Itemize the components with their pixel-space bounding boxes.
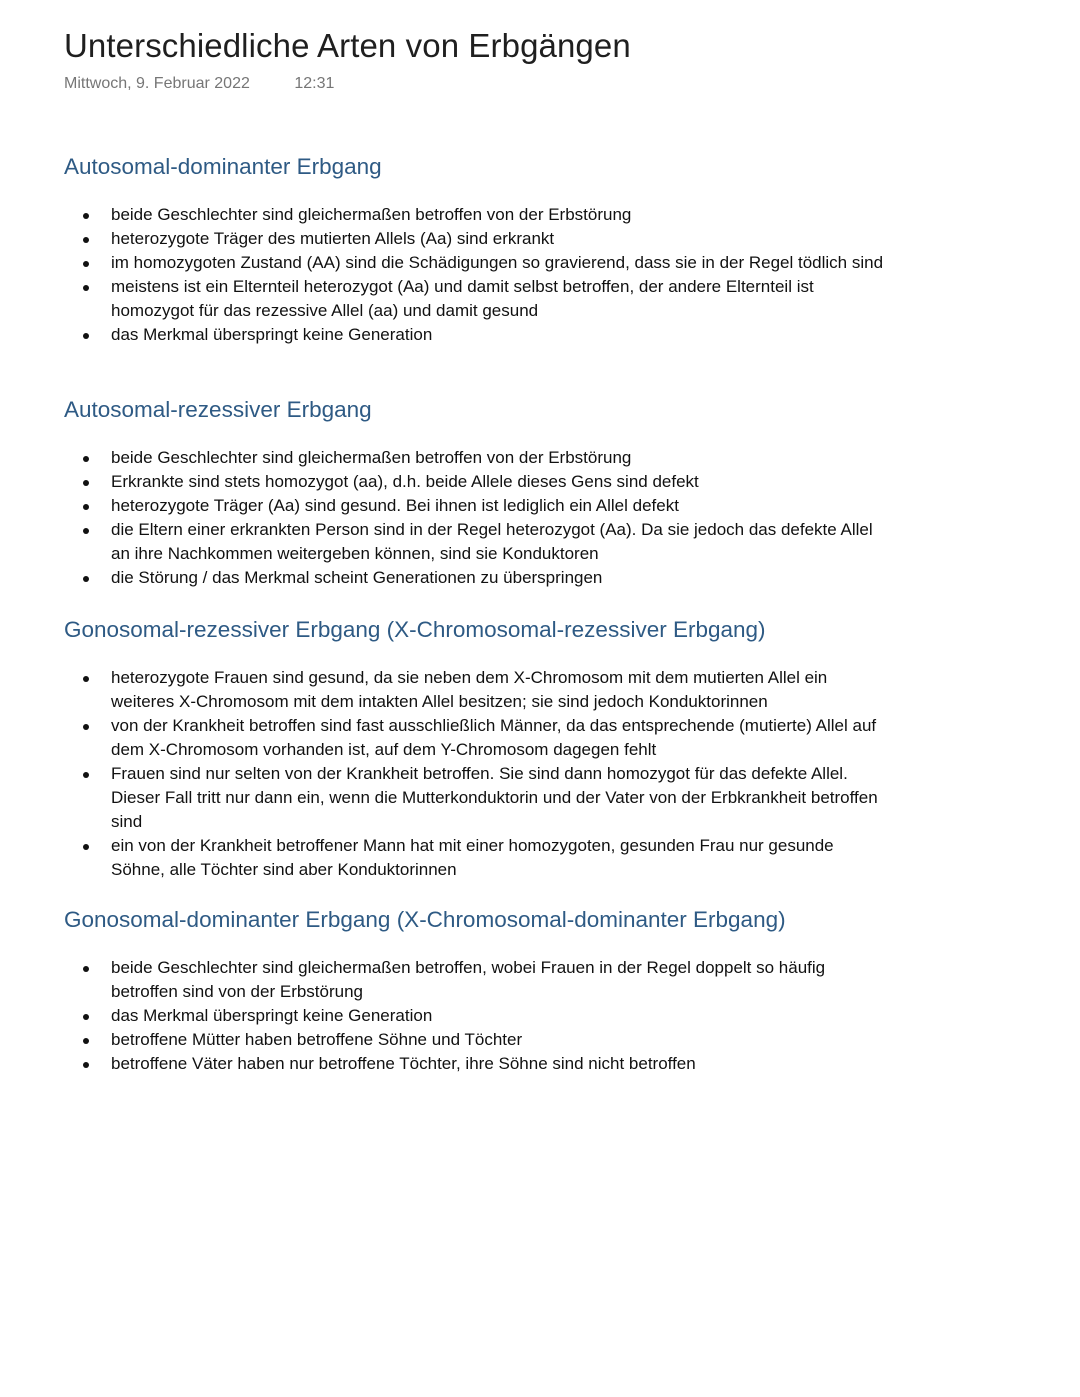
list-item xyxy=(64,470,884,494)
list-item-text: meistens ist ein Elternteil heterozygot (Aa) und damit selbst betroffen, der andere Elternteil ist homozygot für das rezessive Allel (aa) und damit gesund xyxy=(111,277,814,320)
list-item xyxy=(64,566,884,590)
bullet-icon xyxy=(83,724,89,730)
page-date: Mittwoch, 9. Februar 2022 xyxy=(64,75,250,92)
bullet-icon xyxy=(83,261,89,267)
list-item-text: im homozygoten Zustand (AA) sind die Schädigungen so gravierend, dass sie in der Regel tödlich sind xyxy=(111,253,884,272)
list-item xyxy=(64,275,884,323)
list-item-text: betroffene Väter haben nur betroffene Töchter, ihre Söhne sind nicht betroffen xyxy=(111,1054,696,1073)
list-item-text: von der Krankheit betroffen sind fast ausschließlich Männer, da das entsprechende (mutierte) Allel auf dem X-Chromosom vorhanden ist, auf dem Y-Chromosom dagegen fehlt xyxy=(111,716,877,759)
section-autosomal-dominant xyxy=(64,152,884,347)
list-item-text: Frauen sind nur selten von der Krankheit betroffen. Sie sind dann homozygot für das defekte Allel. Dieser Fall tritt nur dann ein, wenn die Mutterkonduktorin und der Vater von der Erbkrankheit betroffen sind xyxy=(111,764,878,831)
list-item xyxy=(64,446,884,470)
list-item xyxy=(64,1028,884,1052)
bullet-icon xyxy=(83,676,89,682)
bullet-icon xyxy=(83,1014,89,1020)
list-item xyxy=(64,323,884,347)
list-item-text: das Merkmal überspringt keine Generation xyxy=(111,1006,433,1025)
list-item xyxy=(64,834,884,882)
list-item-text: heterozygote Frauen sind gesund, da sie neben dem X-Chromosom mit dem mutierten Allel ein weiteres X-Chromosom mit dem intakten Allel besitzen; sie sind jedoch Konduktorinnen xyxy=(111,668,828,711)
list-item-text: betroffene Mütter haben betroffene Söhne und Töchter xyxy=(111,1030,523,1049)
list-item-text: ein von der Krankheit betroffener Mann hat mit einer homozygoten, gesunden Frau nur gesunde Söhne, alle Töchter sind aber Konduktorinnen xyxy=(111,836,834,879)
section-autosomal-recessive xyxy=(64,395,884,590)
list-item-text: beide Geschlechter sind gleichermaßen betroffen, wobei Frauen in der Regel doppelt so häufig betroffen sind von der Erbstörung xyxy=(111,958,826,1001)
list-item xyxy=(64,518,884,566)
bullet-icon xyxy=(83,528,89,534)
list-item xyxy=(64,251,884,275)
list-item-text: heterozygote Träger (Aa) sind gesund. Bei ihnen ist lediglich ein Allel defekt xyxy=(111,496,679,515)
bullet-icon xyxy=(83,504,89,510)
section-heading: Autosomal-dominanter Erbgang xyxy=(64,154,382,179)
list-item xyxy=(64,227,884,251)
bullet-icon xyxy=(83,237,89,243)
bullet-icon xyxy=(83,844,89,850)
list-item xyxy=(64,1004,884,1028)
bullet-icon xyxy=(83,213,89,219)
section-heading: Autosomal-rezessiver Erbgang xyxy=(64,397,372,422)
page-meta xyxy=(64,75,334,93)
list-item-text: beide Geschlechter sind gleichermaßen betroffen von der Erbstörung xyxy=(111,448,632,467)
bullet-icon xyxy=(83,1038,89,1044)
list-item-text: Erkrankte sind stets homozygot (aa), d.h. beide Allele dieses Gens sind defekt xyxy=(111,472,699,491)
bullet-icon xyxy=(83,333,89,339)
section-gonosomal-recessive xyxy=(64,615,884,882)
list-item-text: die Eltern einer erkrankten Person sind in der Regel heterozygot (Aa). Da sie jedoch das defekte Allel an ihre Nachkommen weitergeben können, sind sie Konduktoren xyxy=(111,520,873,563)
section-gonosomal-dominant xyxy=(64,905,884,1076)
bullet-list xyxy=(64,203,884,347)
list-item-text: die Störung / das Merkmal scheint Generationen zu überspringen xyxy=(111,568,603,587)
section-heading: Gonosomal-rezessiver Erbgang (X-Chromosomal-rezessiver Erbgang) xyxy=(64,617,766,642)
list-item xyxy=(64,762,884,834)
list-item xyxy=(64,666,884,714)
page-time: 12:31 xyxy=(294,75,335,92)
list-item xyxy=(64,714,884,762)
section-heading: Gonosomal-dominanter Erbgang (X-Chromosomal-dominanter Erbgang) xyxy=(64,907,786,932)
bullet-list xyxy=(64,956,884,1076)
list-item-text: beide Geschlechter sind gleichermaßen betroffen von der Erbstörung xyxy=(111,205,632,224)
list-item-text: das Merkmal überspringt keine Generation xyxy=(111,325,433,344)
bullet-icon xyxy=(83,480,89,486)
bullet-list xyxy=(64,446,884,590)
list-item-text: heterozygote Träger des mutierten Allels (Aa) sind erkrankt xyxy=(111,229,555,248)
bullet-icon xyxy=(83,576,89,582)
bullet-icon xyxy=(83,285,89,291)
page-title[interactable]: Unterschiedliche Arten von Erbgängen xyxy=(64,27,631,64)
list-item xyxy=(64,956,884,1004)
bullet-icon xyxy=(83,772,89,778)
bullet-icon xyxy=(83,1062,89,1068)
list-item xyxy=(64,494,884,518)
list-item xyxy=(64,203,884,227)
bullet-list xyxy=(64,666,884,882)
bullet-icon xyxy=(83,966,89,972)
bullet-icon xyxy=(83,456,89,462)
list-item xyxy=(64,1052,884,1076)
